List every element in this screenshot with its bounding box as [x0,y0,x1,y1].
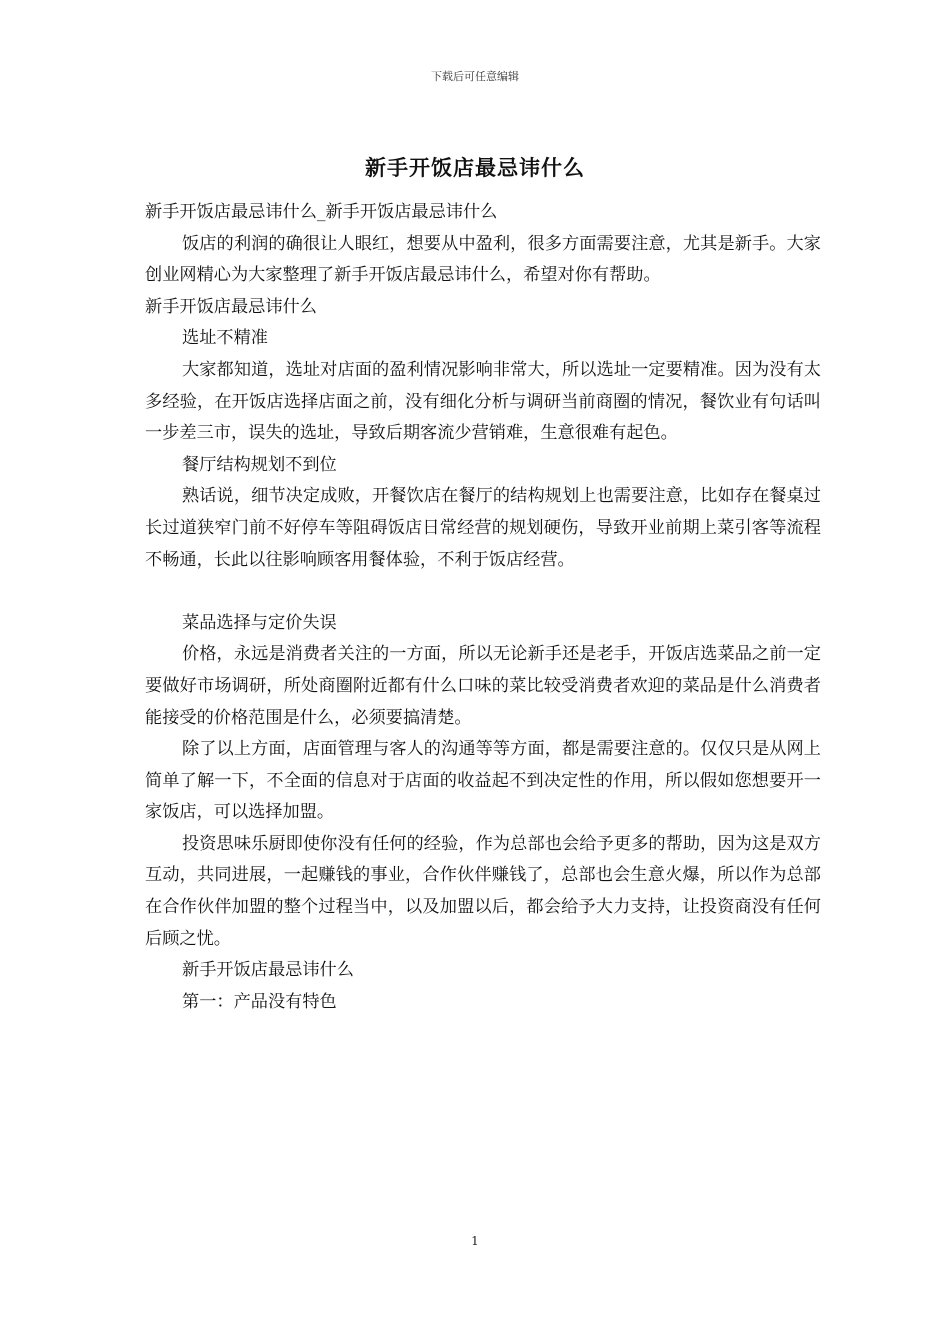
blank-line [145,576,821,608]
subheading-layout: 餐厅结构规划不到位 [182,454,337,475]
paragraph-franchise: 除了以上方面，店面管理与客人的沟通等等方面，都是需要注意的。仅仅只是从网上简单了解一下，不全面的信息对于店面的收益起不到决定性的作用，所以假如您想要开一家饭店，可以选择加盟。 [145,739,821,823]
page-number: 1 [471,1234,479,1248]
subheading-location: 选址不精准 [182,328,268,349]
page-header: 下载后可任意编辑 [431,70,519,83]
intro-paragraph: 饭店的利润的确很让人眼红，想要从中盈利，很多方面需要注意，尤其是新手。大家创业网精心为大家整理了新手开饭店最忌讳什么，希望对你有帮助。 [145,233,821,286]
document-title: 新手开饭店最忌讳什么 [365,155,585,180]
subtitle-line: 新手开饭店最忌讳什么_新手开饭店最忌讳什么 [145,202,498,222]
paragraph-menu-pricing: 价格，永远是消费者关注的一方面，所以无论新手还是老手，开饭店选菜品之前一定要做好市场调研，所处商圈附近都有什么口味的菜比较受消费者欢迎的菜品是什么消费者能接受的价格范围是什么，必须要搞清楚。 [145,644,821,728]
subheading-menu-pricing: 菜品选择与定价失误 [182,612,337,633]
paragraph-location: 大家都知道，选址对店面的盈利情况影响非常大，所以选址一定要精准。因为没有太多经验，在开饭店选择店面之前，没有细化分析与调研当前商圈的情况，餐饮业有句话叫一步差三市，误失的选址，导致后期客流少营销难，生意很难有起色。 [145,359,821,444]
paragraph-layout: 熟话说，细节决定成败，开餐饮店在餐厅的结构规划上也需要注意，比如存在餐桌过长过道狭窄门前不好停车等阻碍饭店日常经营的规划硬伤，导致开业前期上菜引客等流程不畅通，长此以往影响顾客用餐体验，不利于饭店经营。 [145,486,821,570]
section-heading: 新手开饭店最忌讳什么 [145,296,317,317]
section-heading-repeat: 新手开饭店最忌讳什么 [182,960,354,981]
document-body [145,197,821,1018]
list-item-first: 第一：产品没有特色 [182,991,337,1012]
paragraph-investment: 投资思味乐厨即使你没有任何的经验，作为总部也会给予更多的帮助，因为这是双方互动，共同进展，一起赚钱的事业，合作伙伴赚钱了，总部也会生意火爆，所以作为总部在合作伙伴加盟的整个过程当中，以及加盟以后，都会给予大力支持，让投资商没有任何后顾之忧。 [145,833,821,949]
